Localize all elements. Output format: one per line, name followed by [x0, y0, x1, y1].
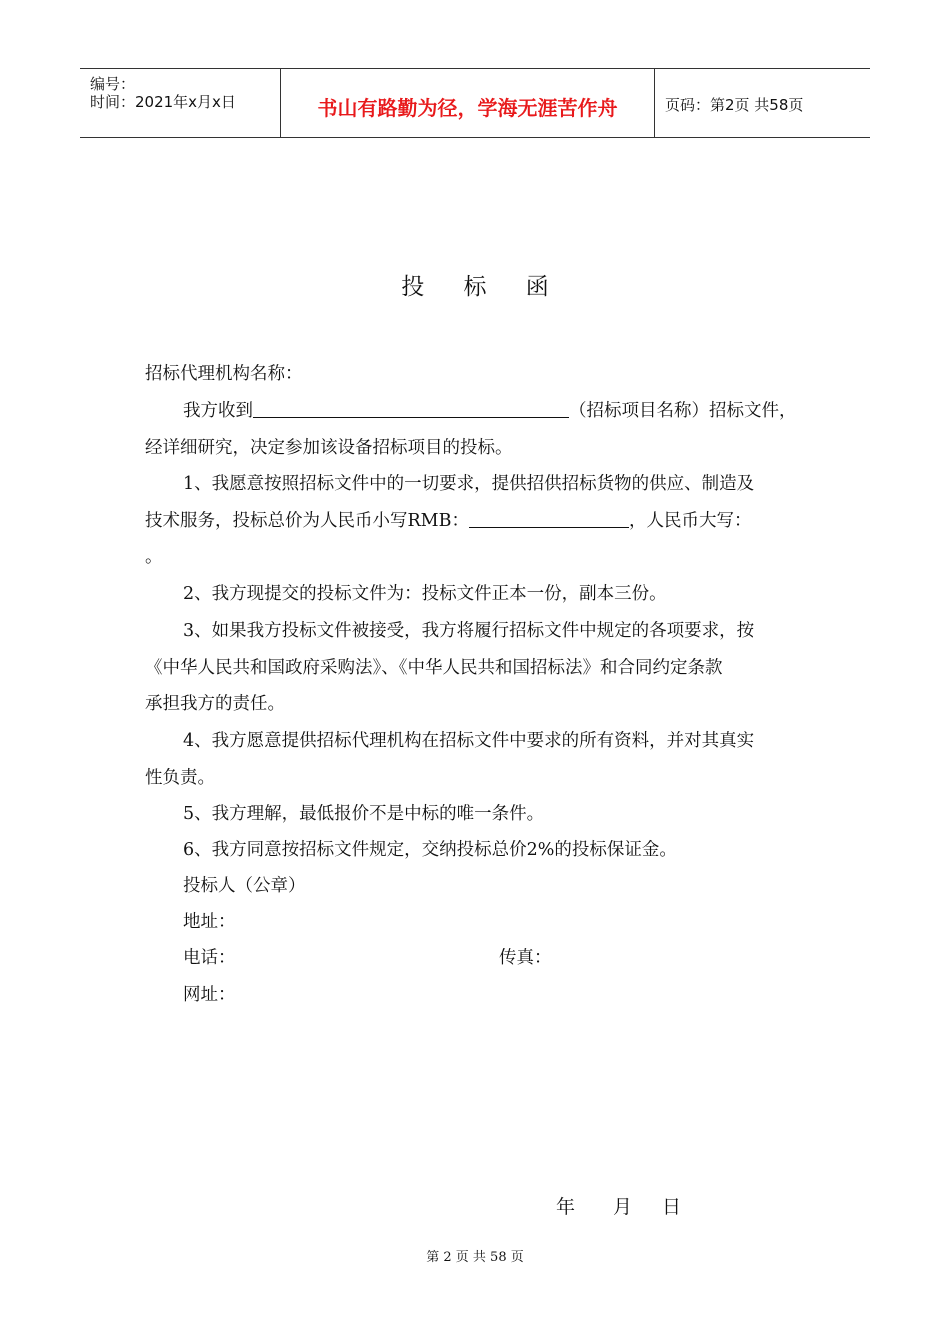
date-day: 日 [662, 1196, 682, 1218]
website-label: 网址： [183, 985, 236, 1005]
price-prefix: 技术服务，投标总价为人民币小写RMB： [145, 511, 469, 531]
fax-label: 传真： [499, 948, 552, 968]
clause-5: 5、我方理解，最低报价不是中标的唯一条件。 [183, 804, 545, 824]
project-name-blank[interactable] [253, 399, 569, 418]
clause-2: 2、我方现提交的投标文件为：投标文件正本一份，副本三份。 [183, 584, 667, 604]
price-suffix: ，人民币大写： [628, 511, 752, 531]
clause-3-line-1: 3、如果我方投标文件被接受，我方将履行招标文件中规定的各项要求，按 [183, 621, 755, 641]
clause-1-line-3: 。 [145, 547, 163, 567]
page-header [80, 68, 870, 138]
header-motto: 书山有路勤为径，学海无涯苦作舟 [317, 96, 618, 120]
header-page-number: 页码：第2页 共58页 [665, 96, 804, 114]
number-label: 编号： [90, 75, 136, 93]
clause-6: 6、我方同意按招标文件规定，交纳投标总价2%的投标保证金。 [183, 840, 677, 860]
header-page-cell [655, 69, 870, 137]
phone-label: 电话： [183, 948, 236, 968]
clause-1-line-2 [145, 507, 751, 532]
receipt-prefix: 我方收到 [183, 401, 253, 421]
bidder-seal-label: 投标人（公章） [183, 876, 306, 896]
address-label: 地址： [183, 912, 236, 932]
date-month: 月 [613, 1196, 633, 1218]
clause-4-line-2: 性负责。 [145, 768, 215, 788]
agency-name-line: 招标代理机构名称： [145, 364, 303, 384]
header-info-cell [80, 69, 281, 137]
receipt-line [183, 397, 797, 422]
header-motto-cell [281, 69, 655, 137]
page-footer: 第 2 页 共 58 页 [426, 1250, 524, 1265]
time-label: 时间：2021年x月x日 [90, 93, 236, 111]
receipt-continuation: 经详细研究，决定参加该设备招标项目的投标。 [145, 438, 513, 458]
price-blank[interactable] [469, 509, 629, 528]
receipt-suffix: （招标项目名称）招标文件， [569, 401, 797, 421]
date-year: 年 [556, 1196, 576, 1218]
clause-3-line-3: 承担我方的责任。 [145, 694, 285, 714]
document-title: 投 标 函 [401, 274, 565, 300]
clause-3-line-2: 《中华人民共和国政府采购法》、《中华人民共和国招标法》和合同约定条款 [145, 658, 723, 678]
clause-4-line-1: 4、我方愿意提供招标代理机构在招标文件中要求的所有资料，并对其真实 [183, 731, 755, 751]
clause-1-line-1: 1、我愿意按照招标文件中的一切要求，提供招供招标货物的供应、制造及 [183, 474, 755, 494]
